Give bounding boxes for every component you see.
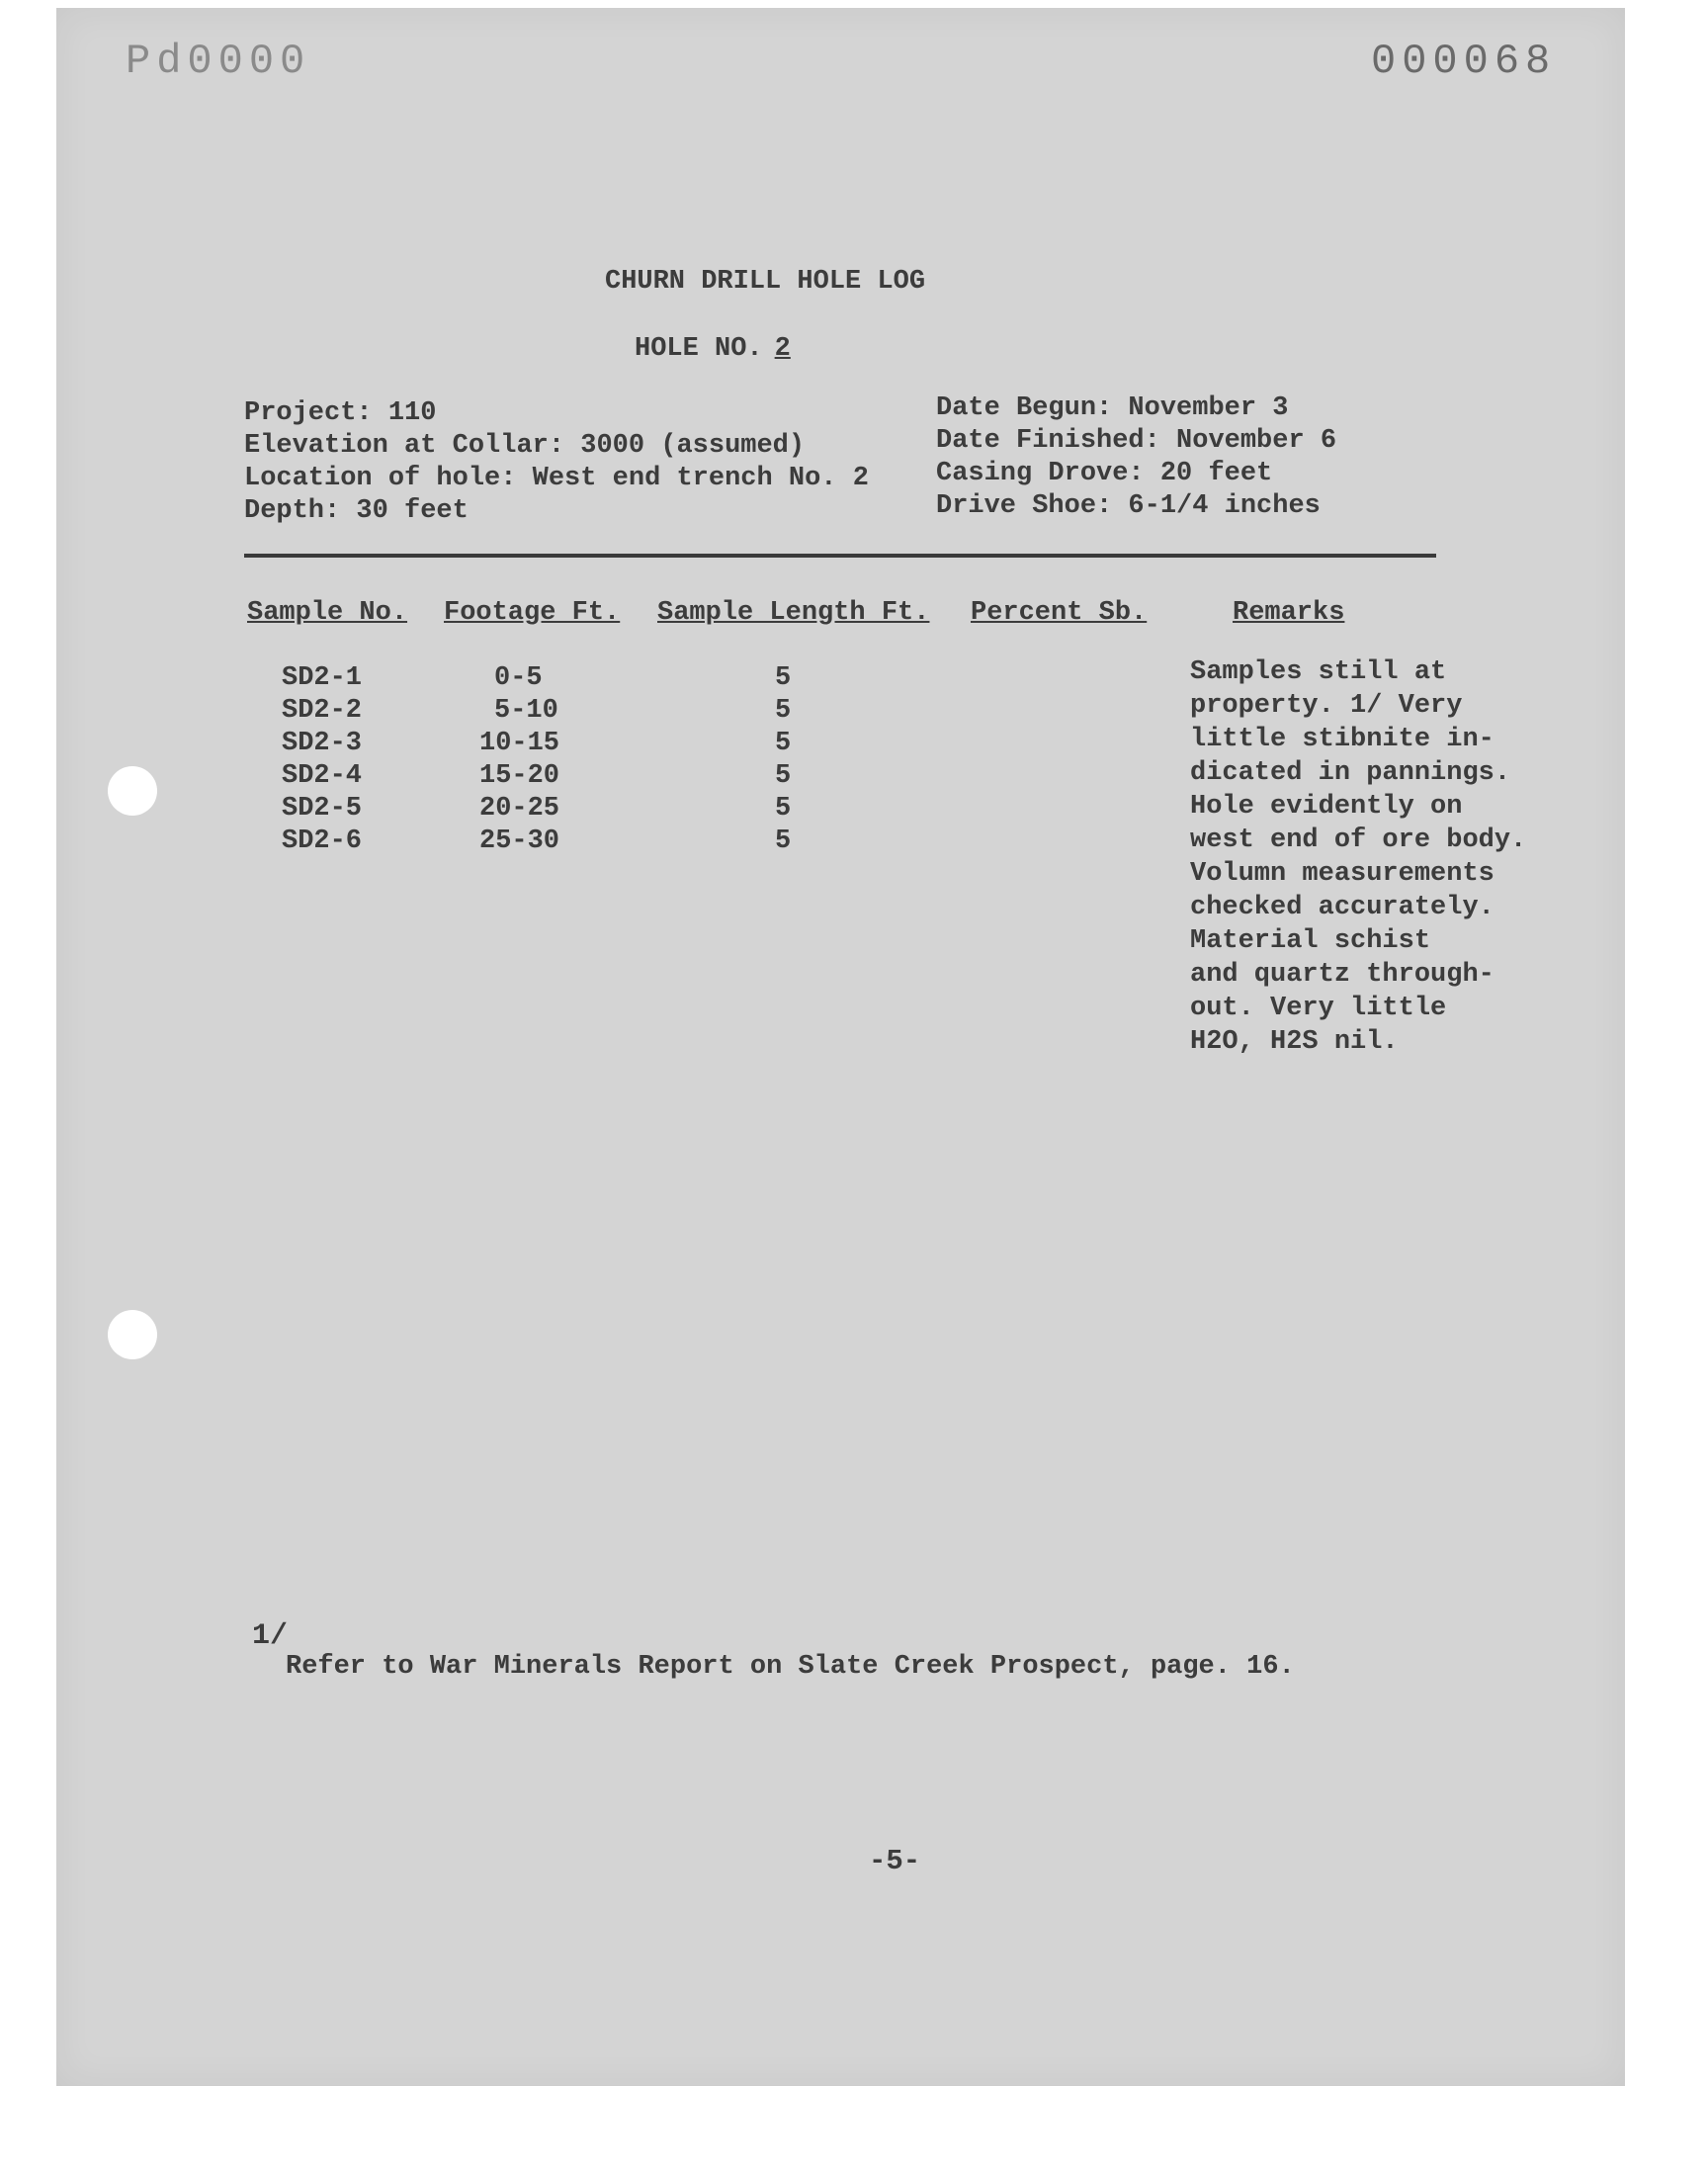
table-cell-footage: 0-5: [494, 663, 543, 693]
table-cell-length: 5: [775, 696, 792, 726]
table-cell-footage: 10-15: [479, 729, 560, 758]
table-cell-footage: 5-10: [494, 696, 558, 726]
table-cell-footage: 20-25: [479, 794, 560, 824]
field-depth: Depth: 30 feet: [244, 496, 469, 526]
header-divider: [244, 554, 1436, 558]
document-title: CHURN DRILL HOLE LOG: [605, 267, 926, 297]
footnote-mark: 1/: [252, 1619, 289, 1653]
column-header-remarks: Remarks: [1233, 598, 1345, 628]
hole-punch: [108, 766, 157, 816]
table-cell-sample: SD2-1: [282, 663, 363, 693]
table-cell-length: 5: [775, 729, 792, 758]
table-cell-sample: SD2-6: [282, 826, 363, 856]
table-cell-footage: 25-30: [479, 826, 560, 856]
table-cell-footage: 15-20: [479, 761, 560, 791]
hole-number-value: 2: [774, 334, 791, 364]
table-cell-sample: SD2-4: [282, 761, 363, 791]
field-location: Location of hole: West end trench No. 2: [244, 464, 869, 493]
table-cell-length: 5: [775, 761, 792, 791]
field-casing-drove: Casing Drove: 20 feet: [936, 459, 1273, 488]
table-cell-sample: SD2-3: [282, 729, 363, 758]
column-header-footage: Footage Ft.: [444, 598, 621, 628]
table-cell-sample: SD2-2: [282, 696, 363, 726]
page-number: -5-: [869, 1845, 921, 1877]
archive-stamp-left: Pd0000: [126, 38, 311, 85]
hole-number-label: HOLE NO.: [635, 334, 763, 364]
hole-number-line: [635, 334, 803, 364]
field-date-begun: Date Begun: November 3: [936, 393, 1289, 423]
table-cell-sample: SD2-5: [282, 794, 363, 824]
table-cell-length: 5: [775, 826, 792, 856]
column-header-length: Sample Length Ft.: [657, 598, 930, 628]
document-page: [56, 8, 1625, 2086]
field-date-finished: Date Finished: November 6: [936, 426, 1337, 456]
remarks-text: Samples still at property. 1/ Very little stibnite in- dicated in pannings. Hole evidently on west end of ore body. Volumn measurements checked accurately. Material schist and quartz through- out. Very little H2O, H2S nil.: [1190, 657, 1527, 1057]
column-header-sample: Sample No.: [247, 598, 408, 628]
field-elevation: Elevation at Collar: 3000 (assumed): [244, 431, 806, 461]
archive-stamp-right: 000068: [1371, 38, 1557, 85]
hole-punch: [108, 1310, 157, 1359]
footnote-text: Refer to War Minerals Report on Slate Creek Prospect, page. 16.: [286, 1652, 1295, 1682]
column-header-percent: Percent Sb.: [971, 598, 1148, 628]
field-project: Project: 110: [244, 398, 437, 428]
field-drive-shoe: Drive Shoe: 6-1/4 inches: [936, 491, 1321, 521]
table-cell-length: 5: [775, 663, 792, 693]
table-cell-length: 5: [775, 794, 792, 824]
